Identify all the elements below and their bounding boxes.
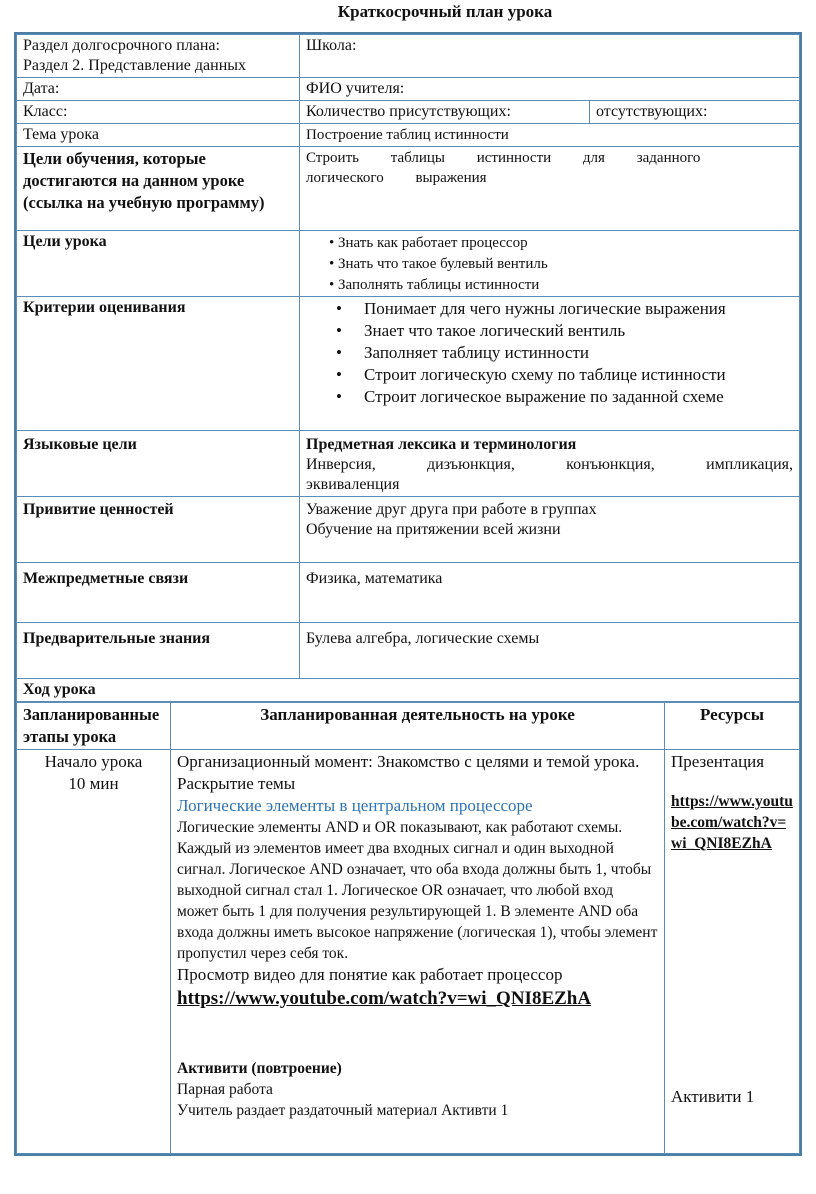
date-label: Дата: bbox=[17, 78, 300, 101]
language-goals-terms-last: эквиваленция bbox=[306, 476, 400, 493]
activity-heading: Активити (повтроение) bbox=[177, 1060, 342, 1077]
lesson-flow-label: Ход урока bbox=[17, 679, 800, 702]
resource-presentation: Презентация bbox=[671, 752, 765, 771]
criteria-cell bbox=[300, 297, 800, 431]
bullet-icon: • bbox=[336, 387, 342, 406]
video-link[interactable]: https://www.youtube.com/watch?v=wi_QNI8EZhA bbox=[177, 988, 592, 1009]
lesson-flow-row-start bbox=[17, 750, 800, 1154]
stage-cell bbox=[17, 750, 171, 1154]
resource-video-link[interactable]: https://www.youtube.com/watch?v=wi_QNI8EZhA bbox=[671, 793, 793, 852]
class-row bbox=[17, 101, 800, 124]
lesson-goals-list bbox=[306, 233, 793, 296]
bullet-icon: • bbox=[336, 321, 342, 340]
school-label: Школа: bbox=[306, 37, 357, 54]
cross-links-value: Физика, математика bbox=[300, 563, 800, 623]
lesson-goal-item: • Заполнять таблицы истинности bbox=[338, 275, 793, 296]
activity-description: Учитель раздает раздаточный материал Активти 1 bbox=[177, 1102, 509, 1119]
stage-duration: 10 мин bbox=[68, 774, 119, 793]
language-goals-cell bbox=[300, 431, 800, 497]
values-line-2: Обучение на притяжении всей жизни bbox=[306, 521, 561, 538]
present-label: Количество присутствующих: bbox=[300, 101, 590, 124]
section-cell bbox=[17, 35, 300, 78]
lesson-goal-item: • Знать что такое булевый вентиль bbox=[338, 254, 793, 275]
col-activity-header: Запланированная деятельность на уроке bbox=[171, 703, 665, 750]
criteria-item: • Знает что такое логический вентиль bbox=[336, 321, 626, 340]
school-cell bbox=[300, 35, 800, 78]
bullet-icon: • bbox=[329, 235, 335, 251]
lesson-flow-row bbox=[17, 679, 800, 702]
cross-links-label: Межпредметные связи bbox=[17, 563, 300, 623]
stage-name: Начало урока bbox=[44, 752, 143, 771]
cross-links-row bbox=[17, 563, 800, 623]
lesson-goals-label: Цели урока bbox=[17, 231, 300, 297]
bullet-icon: • bbox=[329, 277, 335, 293]
criteria-item: • Заполняет таблицу истинности bbox=[336, 343, 590, 362]
activity-intro: Организационный момент: Знакомство с целями и темой урока. bbox=[177, 752, 640, 771]
activity-mode: Парная работа bbox=[177, 1081, 273, 1098]
criteria-label: Критерии оценивания bbox=[17, 297, 300, 431]
prior-knowledge-row bbox=[17, 623, 800, 679]
lesson-flow-header bbox=[17, 703, 800, 750]
values-label: Привитие ценностей bbox=[17, 497, 300, 563]
spacer bbox=[177, 1012, 658, 1058]
lesson-goals-cell bbox=[300, 231, 800, 297]
resource-activity: Активити 1 bbox=[671, 1087, 755, 1106]
learning-goals-text: Строить таблицы истинности для заданного логического выражения bbox=[306, 150, 701, 186]
activity-cell bbox=[171, 750, 665, 1154]
lesson-goal-item: • Знать как работает процессор bbox=[338, 233, 793, 254]
date-row bbox=[17, 78, 800, 101]
teacher-label: ФИО учителя: bbox=[300, 78, 800, 101]
values-line-1: Уважение друг друга при работе в группах bbox=[306, 501, 597, 518]
activity-topic-reveal: Раскрытие темы bbox=[177, 774, 296, 793]
resources-cell bbox=[665, 750, 800, 1154]
language-goals-terms: Инверсия, дизъюнкция, конъюнкция, импликация, bbox=[306, 456, 793, 473]
bullet-icon: • bbox=[336, 299, 342, 318]
learning-goals-value bbox=[300, 147, 800, 231]
prior-knowledge-value: Булева алгебра, логические схемы bbox=[300, 623, 800, 679]
criteria-item: • Понимает для чего нужны логические выражения bbox=[336, 299, 726, 318]
col-resources-header: Ресурсы bbox=[665, 703, 800, 750]
topic-value: Построение таблиц истинности bbox=[300, 124, 800, 147]
values-row bbox=[17, 497, 800, 563]
lesson-plan-table bbox=[14, 32, 802, 1156]
language-goals-row bbox=[17, 431, 800, 497]
plan-info-table bbox=[16, 34, 800, 702]
topic-row bbox=[17, 124, 800, 147]
language-goals-label: Языковые цели bbox=[17, 431, 300, 497]
criteria-row bbox=[17, 297, 800, 431]
bullet-icon: • bbox=[336, 343, 342, 362]
video-text: Просмотр видео для понятие как работает процессор bbox=[177, 965, 563, 984]
criteria-list bbox=[306, 298, 793, 408]
absent-label: отсутствующих: bbox=[590, 101, 800, 124]
document-title: Краткосрочный план урока bbox=[337, 2, 553, 21]
section-value: Раздел 2. Представление данных bbox=[23, 57, 247, 74]
activity-body: Логические элементы AND и OR показывают, как работают схемы. Каждый из элементов имеет два входных сигнал и один выходной сигнал. Логическое AND означает, что оба входа должны быть 1, чтобы выходной сигнал стал 1. Логическое OR означает, что любой вход может быть 1 для получения результирующей 1. В элементе AND оба входа должны иметь высокое напряжение (логическая 1), чтобы элемент пропустил через себя ток. bbox=[177, 819, 658, 962]
values-cell bbox=[300, 497, 800, 563]
activity-subheading: Логические элементы в центральном процессоре bbox=[177, 796, 533, 815]
bullet-icon: • bbox=[329, 256, 335, 272]
section-row bbox=[17, 35, 800, 78]
criteria-item: • Строит логическую схему по таблице истинности bbox=[336, 365, 726, 384]
language-goals-heading: Предметная лексика и терминология bbox=[306, 436, 577, 453]
bullet-icon: • bbox=[336, 365, 342, 384]
prior-knowledge-label: Предварительные знания bbox=[17, 623, 300, 679]
learning-goals-row bbox=[17, 147, 800, 231]
lesson-flow-table bbox=[16, 702, 800, 1154]
topic-label: Тема урока bbox=[17, 124, 300, 147]
section-label: Раздел долгосрочного плана: bbox=[23, 37, 220, 54]
class-label: Класс: bbox=[17, 101, 300, 124]
col-stages-header: Запланированные этапы урока bbox=[17, 703, 171, 750]
lesson-goals-row bbox=[17, 231, 800, 297]
learning-goals-label: Цели обучения, которые достигаются на данном уроке (ссылка на учебную программу) bbox=[17, 147, 300, 231]
criteria-item: • Строит логическое выражение по заданной схеме bbox=[336, 387, 724, 406]
